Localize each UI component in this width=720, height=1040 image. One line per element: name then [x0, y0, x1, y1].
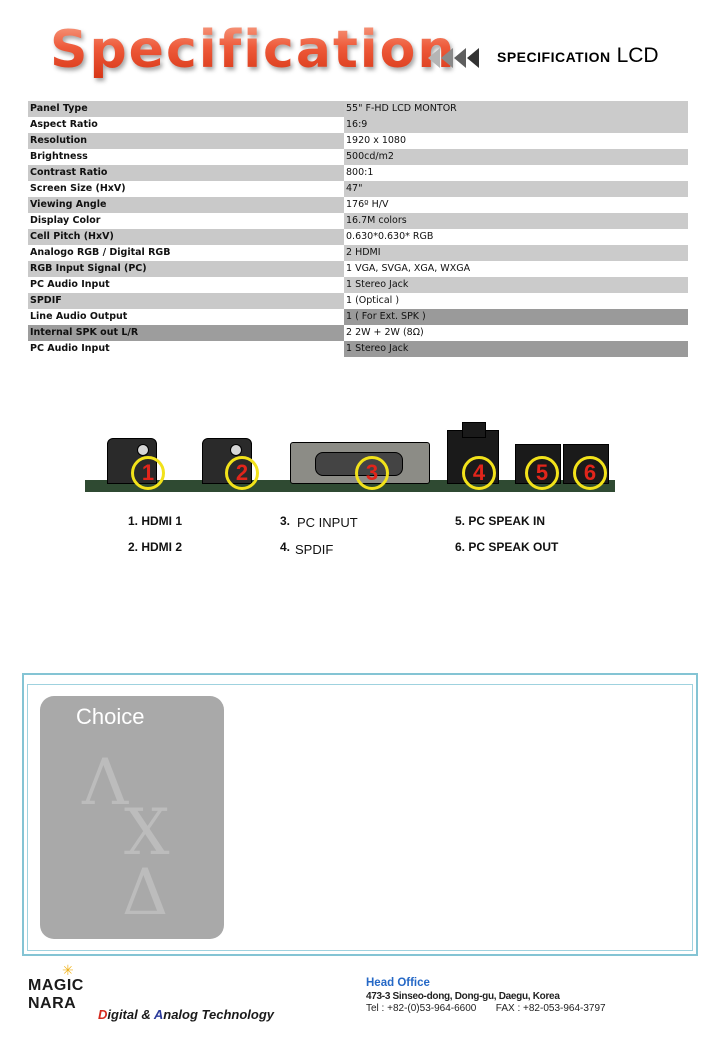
spec-row — [28, 229, 688, 245]
choice-card — [40, 696, 224, 939]
spec-row — [28, 101, 688, 117]
connector-board-image — [85, 422, 615, 494]
tagline-part-1: igital & — [107, 1007, 154, 1022]
hdmi-1-screw — [137, 444, 149, 456]
tagline-part-2: nalog Technology — [163, 1007, 274, 1022]
spec-row — [28, 309, 688, 325]
spec-row — [28, 165, 688, 181]
spec-row — [28, 277, 688, 293]
port-label: 6. PC SPEAK OUT — [455, 540, 559, 554]
spec-value: 1 (Optical ) — [344, 293, 688, 309]
spec-value: 16:9 — [344, 117, 688, 133]
spec-row — [28, 245, 688, 261]
tagline-d: D — [98, 1007, 108, 1022]
spec-value: 47" — [344, 181, 688, 197]
spec-value: 2 HDMI — [344, 245, 688, 261]
port-label: 3. — [280, 514, 291, 528]
spec-row — [28, 133, 688, 149]
office-heading: Head Office — [366, 977, 430, 989]
port-label: 4. — [280, 540, 291, 554]
tagline — [98, 1007, 274, 1022]
section-subtitle — [497, 44, 659, 68]
spec-label: Viewing Angle — [28, 197, 344, 213]
office-phone: Tel : +82-(0)53-964-6600 FAX : +82-053-964-3797 — [366, 1003, 606, 1014]
port-legend — [0, 510, 720, 560]
spec-value: 55" F-HD LCD MONTOR — [344, 101, 688, 117]
spec-label: Screen Size (HxV) — [30, 183, 126, 194]
spec-value: 1 ( For Ext. SPK ) — [344, 309, 688, 325]
spec-label: Display Color — [30, 215, 101, 226]
spec-value: 0.630*0.630* RGB — [344, 229, 688, 245]
subtitle-specification: SPECIFICATION — [497, 49, 611, 65]
subtitle-lcd: LCD — [616, 44, 659, 67]
spec-row — [28, 181, 688, 197]
spec-label: Analogo RGB / Digital RGB — [30, 247, 171, 258]
lambda-symbol: Λ — [82, 746, 129, 820]
tagline-a: A — [153, 1007, 164, 1022]
spec-label: Cell Pitch (HxV) — [28, 229, 344, 245]
port-number: 2 — [235, 460, 249, 485]
spec-row — [28, 261, 688, 277]
port-number: 6 — [583, 460, 597, 485]
port-label: PC INPUT — [297, 515, 358, 530]
hdmi-2-screw — [230, 444, 242, 456]
spec-label: PC Audio Input — [30, 343, 110, 354]
port-label: 2. HDMI 2 — [128, 540, 183, 554]
x-symbol: X — [124, 796, 170, 870]
delta-symbol: Δ — [122, 856, 169, 930]
spec-label: SPDIF — [28, 293, 344, 309]
spec-row — [28, 213, 688, 229]
spec-value: 1 Stereo Jack — [344, 277, 688, 293]
port-number: 1 — [141, 460, 155, 485]
page-title: Specification — [50, 20, 457, 80]
port-label: 1. HDMI 1 — [128, 514, 183, 528]
spec-value: 176º H/V — [344, 197, 688, 213]
spec-value: 1 VGA, SVGA, XGA, WXGA — [344, 261, 688, 277]
port-label: 5. PC SPEAK IN — [455, 514, 546, 528]
spec-label: Panel Type — [28, 101, 344, 117]
spec-label: PC Audio Input — [30, 279, 110, 290]
spec-label: Line Audio Output — [30, 311, 128, 322]
spec-label: Aspect Ratio — [30, 119, 98, 130]
office-address: 473-3 Sinseo-dong, Dong-gu, Daegu, Korea — [366, 991, 560, 1002]
star-icon: ✳ — [62, 963, 74, 979]
spec-label: Contrast Ratio — [28, 165, 344, 181]
spec-row — [28, 293, 688, 309]
spec-row — [28, 325, 688, 341]
port-number: 4 — [472, 460, 486, 485]
spec-row — [28, 197, 688, 213]
choice-label: Choice — [76, 704, 145, 729]
spec-row — [28, 149, 688, 165]
office-info — [366, 977, 606, 1014]
spec-label: Internal SPK out L/R — [28, 325, 344, 341]
port-number: 3 — [365, 460, 379, 485]
spec-table — [28, 101, 688, 357]
logo-text: MAGIC NARA — [28, 977, 84, 1012]
spec-value: 2 2W + 2W (8Ω) — [344, 325, 688, 341]
spec-label: RGB Input Signal (PC) — [28, 261, 344, 277]
port-label: SPDIF — [295, 542, 334, 557]
spec-value: 1920 x 1080 — [344, 133, 688, 149]
spec-row — [28, 117, 688, 133]
spec-label: Resolution — [28, 133, 344, 149]
spec-value: 800:1 — [344, 165, 688, 181]
spec-value: 16.7M colors — [344, 213, 688, 229]
spdif-tab — [462, 422, 486, 438]
company-logo — [26, 963, 134, 1012]
port-number: 5 — [535, 460, 549, 485]
spec-value: 1 Stereo Jack — [344, 341, 688, 357]
spec-label: Brightness — [30, 151, 88, 162]
spec-row — [28, 341, 688, 357]
spec-value: 500cd/m2 — [344, 149, 688, 165]
rewind-arrows-icon — [428, 48, 479, 68]
